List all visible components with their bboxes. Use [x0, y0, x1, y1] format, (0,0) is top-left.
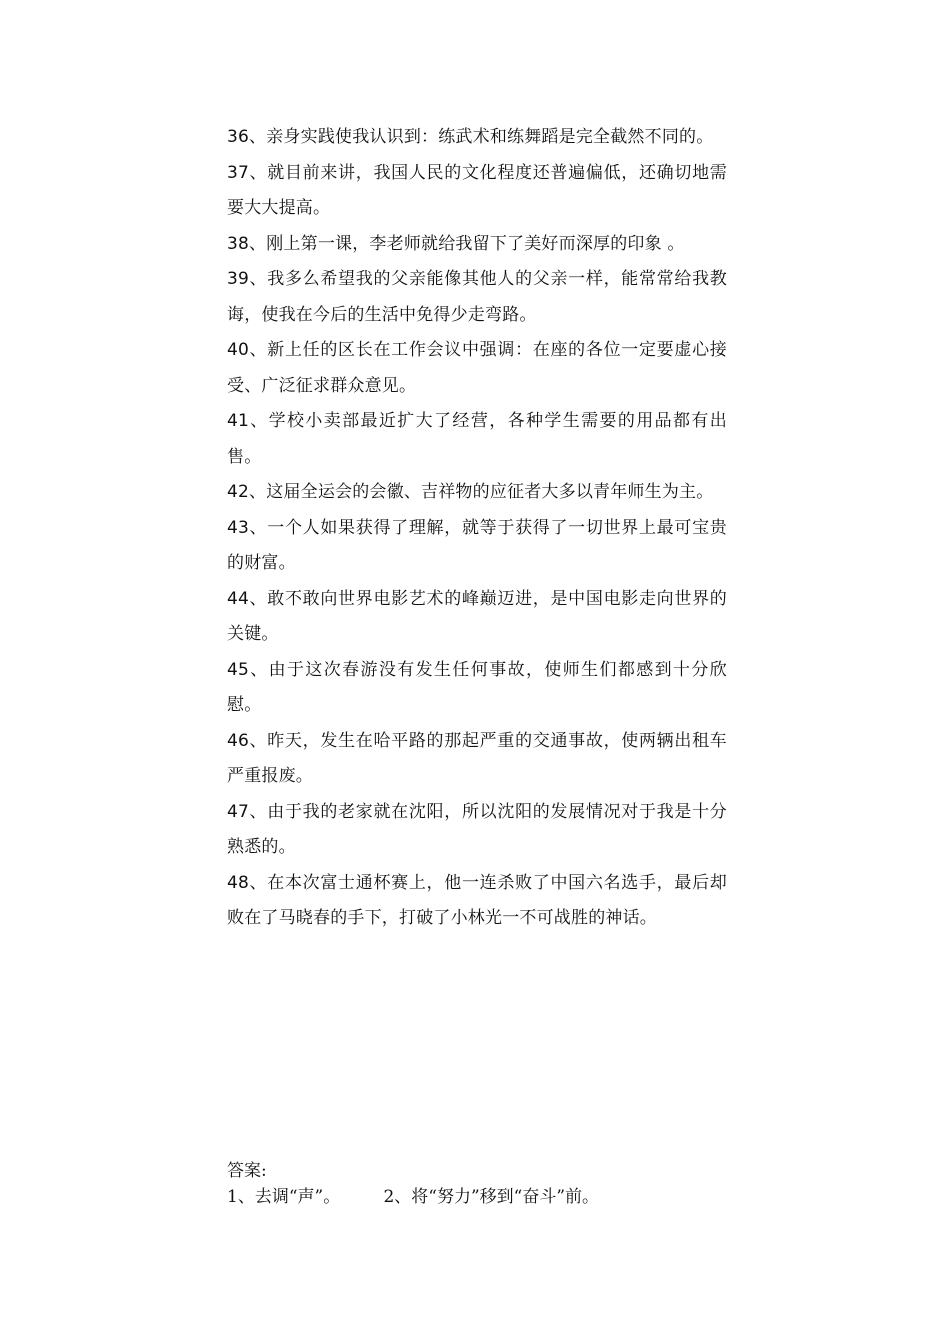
answer-item: 2、将“努力”移到“奋斗”前。: [383, 1187, 600, 1207]
question-item: 36、亲身实践使我认识到：练武术和练舞蹈是完全截然不同的。: [227, 127, 714, 147]
question-item: 41、学校小卖部最近扩大了经营，各种学生需要的用品都有出售。: [227, 411, 727, 467]
question-item: 45、由于这次春游没有发生任何事故，使师生们都感到十分欣慰。: [227, 659, 727, 715]
answer-row: [227, 1184, 747, 1210]
question-item: 47、由于我的老家就在沈阳，所以沈阳的发展情况对于我是十分熟悉的。: [227, 801, 727, 857]
question-item: 40、新上任的区长在工作会议中强调：在座的各位一定要虚心接受、广泛征求群众意见。: [227, 340, 727, 396]
question-item: 42、这届全运会的会徽、吉祥物的应征者大多以青年师生为主。: [227, 482, 714, 502]
question-item: 46、昨天，发生在哈平路的那起严重的交通事故，使两辆出租车严重报废。: [227, 730, 727, 786]
question-item: 48、在本次富士通杯赛上，他一连杀败了中国六名选手，最后却败在了马晓春的手下，打破了小林光一不可战胜的神话。: [227, 872, 727, 928]
question-item: 43、一个人如果获得了理解，就等于获得了一切世界上最可宝贵的财富。: [227, 517, 727, 573]
question-item: 37、就目前来讲，我国人民的文化程度还普遍偏低，还确切地需要大大提高。: [227, 162, 727, 218]
answer-heading: 答案:: [227, 1161, 267, 1181]
answer-item: 1、去调“声”。: [227, 1187, 341, 1207]
question-item: 44、敢不敢向世界电影艺术的峰巅迈进，是中国电影走向世界的关键。: [227, 588, 727, 644]
question-list: [227, 120, 727, 937]
answer-section: [227, 1158, 747, 1210]
question-item: 39、我多么希望我的父亲能像其他人的父亲一样，能常常给我教诲，使我在今后的生活中免得少走弯路。: [227, 269, 727, 325]
question-item: 38、刚上第一课，李老师就给我留下了美好而深厚的印象 。: [227, 233, 685, 254]
